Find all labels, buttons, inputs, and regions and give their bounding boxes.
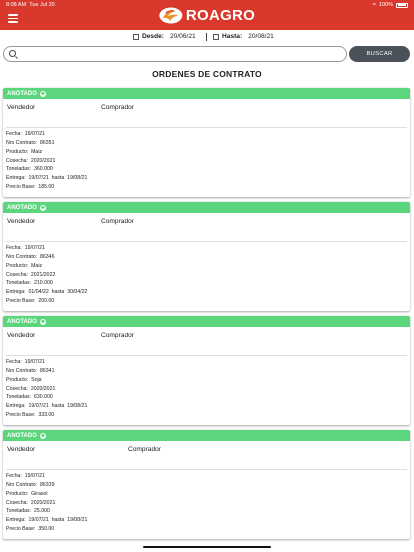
vendedor-label: Vendedor (7, 218, 36, 225)
toneladas-value: 630.000 (33, 394, 53, 401)
divider (6, 469, 407, 470)
precio-base-value: 333.00 (38, 412, 55, 419)
fecha-value: 19/07/21 (24, 473, 45, 479)
cosecha-label: Cosecha: (6, 157, 28, 164)
contract-details (6, 472, 87, 534)
contract-details (6, 358, 87, 420)
search-button[interactable]: BUSCAR (349, 46, 410, 62)
contract-card[interactable] (3, 88, 410, 197)
contract-card[interactable] (3, 316, 410, 425)
status-label: ANOTADO (7, 432, 37, 439)
nro-contrato-row (6, 139, 87, 148)
entrega-desde-value: 19/07/21 (28, 517, 49, 524)
entrega-row (6, 402, 87, 411)
precio-base-row (6, 411, 87, 420)
entrega-desde-value: 19/07/21 (28, 403, 49, 410)
toneladas-value: 25.000 (33, 508, 50, 515)
precio-base-value: 200.00 (38, 298, 55, 305)
cosecha-row (6, 157, 87, 166)
cosecha-row (6, 499, 87, 508)
vendedor-label: Vendedor (7, 104, 36, 111)
toneladas-label: Toneladas: (6, 508, 32, 515)
status-label: ANOTADO (7, 204, 37, 211)
home-indicator[interactable] (143, 546, 271, 548)
entrega-row (6, 288, 87, 297)
entrega-row (6, 174, 87, 183)
nro-contrato-row (6, 367, 87, 376)
status-label: ANOTADO (7, 318, 37, 325)
cosecha-row (6, 271, 87, 280)
nro-contrato-value: 86346 (40, 253, 55, 260)
brand-name: ROAGRO (185, 7, 256, 24)
producto-value: Maiz (31, 262, 43, 269)
entrega-hasta-label: hasta (51, 289, 65, 296)
entrega-hasta-label: hasta (51, 517, 65, 524)
entrega-row (6, 516, 87, 525)
status-right (373, 2, 408, 8)
fecha-value: 19/07/21 (24, 131, 45, 137)
calendar-icon (133, 34, 139, 40)
cosecha-value: 2020/2021 (30, 499, 56, 506)
status-header (3, 202, 410, 213)
wifi-icon: ≈ (372, 2, 376, 8)
status-time-date (6, 2, 55, 8)
entrega-hasta-value: 19/08/21 (67, 403, 88, 410)
desde-label: Desde: (142, 33, 164, 40)
cosecha-label: Cosecha: (6, 385, 28, 392)
check-circle-icon (40, 205, 46, 211)
entrega-desde-value: 19/07/21 (28, 175, 49, 182)
check-circle-icon (40, 319, 46, 325)
contract-card[interactable] (3, 430, 410, 539)
toneladas-label: Toneladas: (6, 166, 32, 173)
producto-value: Girasol (31, 490, 48, 497)
entrega-desde-value: 01/04/22 (28, 289, 49, 296)
entrega-label: Entrega: (6, 175, 26, 182)
entrega-label: Entrega: (6, 289, 26, 296)
status-time: 8:08 AM (6, 2, 27, 8)
status-date: Tue Jul 20 (29, 2, 55, 8)
desde-value: 20/06/21 (170, 33, 196, 40)
cosecha-label: Cosecha: (6, 271, 28, 278)
fecha-row (6, 130, 87, 139)
status-header (3, 430, 410, 441)
comprador-label: Comprador (101, 218, 134, 225)
fecha-row (6, 472, 87, 481)
entrega-hasta-label: hasta (51, 403, 65, 410)
search-input[interactable] (20, 48, 340, 60)
desde-filter[interactable] (133, 33, 196, 40)
producto-row (6, 262, 87, 271)
producto-row (6, 376, 87, 385)
page-title: ORDENES DE CONTRATO (152, 69, 262, 79)
precio-base-label: Precio Base: (6, 298, 36, 305)
toneladas-row (6, 507, 87, 516)
check-circle-icon (40, 433, 46, 439)
contract-details (6, 244, 87, 306)
producto-label: Producto: (6, 490, 29, 497)
entrega-hasta-value: 19/08/21 (67, 175, 88, 182)
precio-base-value: 185.00 (38, 184, 55, 191)
search-field[interactable] (3, 46, 347, 62)
nro-contrato-label: Nro Contrato: (6, 481, 38, 488)
fecha-value: 19/07/21 (24, 245, 45, 251)
search-icon (9, 50, 16, 57)
nro-contrato-value: 86351 (40, 139, 55, 146)
nro-contrato-label: Nro Contrato: (6, 253, 38, 260)
entrega-hasta-value: 30/04/22 (67, 289, 88, 296)
producto-value: Maiz (31, 148, 43, 155)
entrega-label: Entrega: (6, 517, 26, 524)
producto-value: Soja (31, 376, 42, 383)
comprador-label: Comprador (101, 104, 134, 111)
producto-label: Producto: (6, 148, 29, 155)
status-header (3, 316, 410, 327)
toneladas-label: Toneladas: (6, 394, 32, 401)
status-header (3, 88, 410, 99)
entrega-hasta-value: 19/08/21 (67, 517, 88, 524)
fecha-label: Fecha: (6, 359, 22, 365)
app-header (0, 0, 414, 30)
hasta-label: Hasta: (222, 33, 243, 40)
hamburger-menu-icon[interactable] (8, 14, 18, 23)
producto-label: Producto: (6, 376, 29, 383)
brand-logo (159, 7, 255, 24)
producto-label: Producto: (6, 262, 29, 269)
cosecha-row (6, 385, 87, 394)
fecha-row (6, 244, 87, 253)
nro-contrato-label: Nro Contrato: (6, 367, 38, 374)
date-filter-bar (0, 31, 414, 43)
divider (6, 127, 407, 128)
check-circle-icon (40, 91, 46, 97)
precio-base-label: Precio Base: (6, 526, 36, 533)
precio-base-row (6, 297, 87, 306)
vendedor-label: Vendedor (7, 332, 36, 339)
precio-base-row (6, 183, 87, 192)
divider (6, 241, 407, 242)
toneladas-row (6, 279, 87, 288)
producto-row (6, 490, 87, 499)
nro-contrato-value: 86341 (40, 367, 55, 374)
divider (6, 355, 407, 356)
toneladas-value: 210.000 (33, 280, 53, 287)
hasta-value: 20/08/21 (248, 33, 274, 40)
fecha-label: Fecha: (6, 131, 22, 137)
toneladas-row (6, 393, 87, 402)
vendedor-label: Vendedor (7, 446, 36, 453)
roagro-logo-icon (159, 7, 183, 24)
nro-contrato-row (6, 481, 87, 490)
contract-details (6, 130, 87, 192)
nro-contrato-row (6, 253, 87, 262)
cosecha-value: 2020/2021 (30, 385, 56, 392)
battery-icon (396, 3, 408, 8)
comprador-label: Comprador (128, 446, 161, 453)
status-label: ANOTADO (7, 90, 37, 97)
cosecha-value: 2021/2022 (30, 271, 56, 278)
nro-contrato-value: 86339 (40, 481, 55, 488)
cosecha-label: Cosecha: (6, 499, 28, 506)
comprador-label: Comprador (101, 332, 134, 339)
precio-base-label: Precio Base: (6, 184, 36, 191)
entrega-hasta-label: hasta (51, 175, 65, 182)
entrega-label: Entrega: (6, 403, 26, 410)
fecha-label: Fecha: (6, 245, 22, 251)
date-separator (206, 33, 207, 41)
battery-percent: 100% (378, 2, 393, 8)
fecha-row (6, 358, 87, 367)
nro-contrato-label: Nro Contrato: (6, 139, 38, 146)
precio-base-label: Precio Base: (6, 412, 36, 419)
cosecha-value: 2020/2021 (30, 157, 56, 164)
hasta-filter[interactable] (213, 33, 274, 40)
precio-base-value: 350.00 (38, 526, 55, 533)
fecha-label: Fecha: (6, 473, 22, 479)
contract-card[interactable] (3, 202, 410, 311)
calendar-icon (213, 34, 219, 40)
toneladas-label: Toneladas: (6, 280, 32, 287)
producto-row (6, 148, 87, 157)
fecha-value: 19/07/21 (24, 359, 45, 365)
precio-base-row (6, 525, 87, 534)
toneladas-row (6, 165, 87, 174)
toneladas-value: 360.000 (33, 166, 53, 173)
